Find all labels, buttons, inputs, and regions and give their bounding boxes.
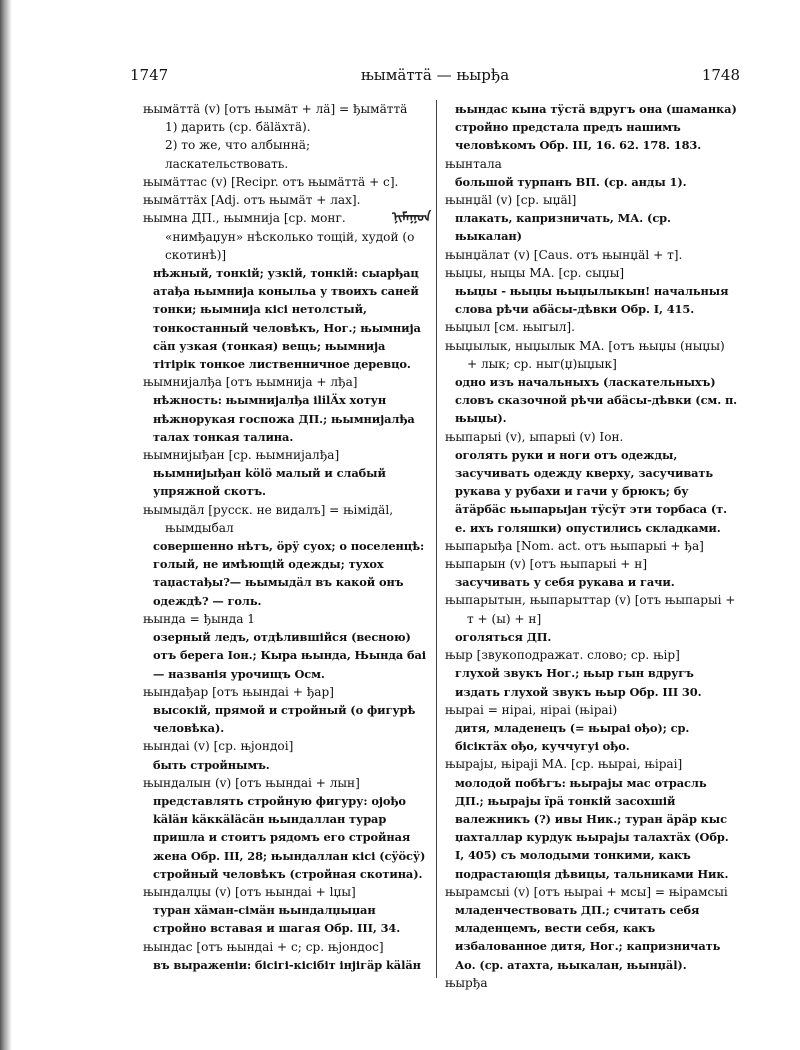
entry-definition: њымнијыђан kölö малый и слабый упряжной скотъ. bbox=[153, 466, 386, 499]
dictionary-headword: њыпарыі (v), ыпарыі (v) Іон. bbox=[445, 429, 624, 444]
dictionary-headword: њындалын (v) [отъ њындаі + лын] bbox=[143, 775, 360, 790]
dictionary-headword: њынтала bbox=[445, 156, 502, 171]
column-divider bbox=[436, 100, 437, 978]
entry-definition: представлять стройную фигуру: ојођо käläн käккäläсäн њындаллан турар пришла и стоитъ рядомъ его стройная жена Обр. III, 28; њындаллан кісі (сӱӧсӱ) стройный человѣкъ (стройная скотина). bbox=[153, 793, 426, 881]
dictionary-headword: њыпарыђа [Nom. act. отъ њыпарыі + ђа] bbox=[445, 538, 704, 553]
dictionary-headword: њындас [отъ њындаі + с; ср. њјондос] bbox=[143, 939, 384, 954]
entry-definition: дитя, младенецъ (= њыраі ођо); ср. бісіктäх ођо, куччугуі ођо. bbox=[455, 720, 690, 754]
dictionary-headword: њындалџы (v) [отъ њындаі + lџы] bbox=[143, 884, 356, 899]
numbered-sense: 2) то же, что албыннä; ласкательствовать. bbox=[165, 138, 311, 171]
dictionary-headword: њынџäлат (v) [Caus. отъ њынџäl + т]. bbox=[445, 247, 683, 262]
dictionary-headword: њыџыл [см. њыгыл]. bbox=[445, 320, 575, 335]
entry-definition: туран хäман-сімäн њындалџыџан стройно вставая и шагая Обр. III, 34. bbox=[153, 903, 401, 936]
dictionary-headword: њындаі (v) [ср. њјондоі] bbox=[143, 739, 294, 754]
entry-definition: плакать, капризничать, МА. (ср. њыкалан) bbox=[455, 211, 671, 244]
dictionary-headword: њымäттäх [Adj. отъ њымäт + лах]. bbox=[143, 193, 361, 208]
running-title: њымäттä — њырђа bbox=[360, 66, 510, 84]
dictionary-headword: њымыдäл [русск. не видалъ] = њімідäl, њымдыбал bbox=[143, 502, 394, 535]
entry-definition: одно изъ начальныхъ (ласкательныхъ) словъ сказочной рѣчи абäсы-дѣвки (см. п. њыџы). bbox=[455, 375, 738, 426]
dictionary-headword: њыр [звукоподражат. слово; ср. њір] bbox=[445, 648, 680, 663]
mongolian-script-word: ᠨᠢᠮᠠᠭᠤᠨ bbox=[392, 210, 431, 226]
entry-definition: засучивать у себя рукава и гачи. bbox=[455, 575, 675, 590]
entry-definition: оголяться ДП. bbox=[455, 629, 552, 644]
dictionary-headword: њымна ДП., њымнија [ср. монг. bbox=[143, 211, 346, 226]
entry-definition: њындас кына тӱстä вдругъ она (шаманка) стройно предстала предъ нашимъ человѣкомъ Обр. III, 16. 62. 178. 183. bbox=[455, 102, 737, 153]
dictionary-headword: њыраі = ніраі, ніраі (њіраі) bbox=[445, 702, 618, 717]
numbered-sense: 1) дарить (ср. бäläхтä). bbox=[165, 120, 311, 135]
left-page-number: 1747 bbox=[130, 66, 169, 84]
dictionary-headword: њынџäl (v) [ср. ыџäl] bbox=[445, 193, 577, 208]
entry-definition: глухой звукъ Ног.; њыр гын вдругъ издать глухой звукъ њыр Обр. III 30. bbox=[455, 666, 702, 699]
dictionary-headword: њыпарын (v) [отъ њыпарыі + н] bbox=[445, 557, 648, 572]
dictionary-headword: њымäттас (v) [Recipr. отъ њымäттä + с]. bbox=[143, 174, 399, 189]
right-column bbox=[445, 100, 738, 992]
dictionary-headword: њыџылык, ныџылык МА. [отъ њыџы (ныџы) + лык; ср. ныг(џ)ыџык] bbox=[445, 338, 725, 371]
left-column bbox=[143, 100, 431, 974]
page-header bbox=[130, 66, 740, 86]
dictionary-headword: њымнијалђа [отъ њымнија + лђа] bbox=[143, 375, 358, 390]
entry-definition: совершенно нѣтъ, ӧрӱ суох; о поселенцѣ: голый, не имѣющій одежды; тухох таџастађы?— њымыдäл въ какой онъ одеждѣ? — голь. bbox=[153, 539, 425, 608]
entry-definition: нѣжный, тонкій; узкій, тонкій: сыарђац атађа њымнија коныльа у твоихъ саней тонки; њымнија кісі нетолстый, тонкостанный человѣкъ, Ног.; њымнија сäп узкая (тонкая) вещь; њымнија тітірік тонкое лиственничное деревцо. bbox=[153, 266, 421, 372]
dictionary-headword: њыџы, ныцы МА. [ср. сыџы] bbox=[445, 265, 625, 280]
entry-definition: большой турпанъ ВП. (ср. анды 1). bbox=[455, 174, 687, 189]
dictionary-headword: њыпарытын, њыпарыттар (v) [отъ њыпарыі + т + (ы) + н] bbox=[445, 593, 736, 626]
dictionary-headword: њындађар [отъ њындаі + ђар] bbox=[143, 684, 334, 699]
entry-definition: младенчествовать ДП.; считать себя младенцемъ, вести себя, какъ избалованное дитя, Ног.; капризничать Ао. (ср. атахта, њыкалан, њынџäl). bbox=[455, 902, 721, 972]
dictionary-headword: њыраjы, њіраjі МА. [ср. њыраі, њіраі] bbox=[445, 757, 683, 772]
dictionary-headword: њымнијыђан [ср. њымнијалђа] bbox=[143, 448, 340, 463]
entry-definition: озерный ледъ, отдѣлившійся (весною) отъ берега Іон.; Кыра њында, Њында баі — названія урочищъ Осм. bbox=[153, 630, 427, 681]
entry-definition: њыџы - њыџы њыџылыкын! начальныя слова рѣчи абäсы-дѣвки Обр. I, 415. bbox=[455, 284, 729, 317]
dictionary-headword: њымäттä (v) [отъ њымäт + лä] = ђымäттä bbox=[143, 102, 408, 116]
dictionary-headword: њырамсыі (v) [отъ њыраі + мсы] = њірамсыі bbox=[445, 884, 728, 899]
entry-definition: въ выраженіи: бісігі-кісібіт інјігäр käläн bbox=[153, 957, 421, 972]
entry-definition: молодой побѣгъ: њыраjы мас отрасль ДП.; њыраjы ïрä тонкій засохшій валежникъ (?) ивы Ник.; туран äрäр кыс џахталлар курдук њыраjы талахтäх (Обр. I, 405) съ молодыми тонкими, какъ подрастающія дѣвицы, тальниками Ник. bbox=[455, 775, 729, 881]
entry-definition: оголять руки и ноги отъ одежды, засучивать одежду кверху, засучивать рукава у рубахи и гачи у брюкъ; бу äтäрбäс њыпарыјан тӱсӱт эти торбаса (т. е. ихъ голяшки) опустились складками. bbox=[455, 447, 727, 535]
entry-definition: высокій, прямой и стройный (о фигурѣ человѣка). bbox=[153, 702, 416, 736]
dictionary-headword: њырђа bbox=[445, 975, 488, 990]
entry-continuation: «нимђаџун» нѣсколько тощій, худой (о скотинѣ)] bbox=[165, 229, 415, 262]
entry-definition: быть стройнымъ. bbox=[153, 757, 270, 772]
dictionary-headword: њында = ђында 1 bbox=[143, 611, 255, 626]
page-edge-shadow bbox=[0, 0, 12, 1050]
right-page-number: 1748 bbox=[701, 66, 740, 84]
entry-definition: нѣжность: њымнијалђа іlilÄх хотун нѣжнорукая госпожа ДП.; њымнијалђа талах тонкая талина. bbox=[153, 393, 415, 444]
